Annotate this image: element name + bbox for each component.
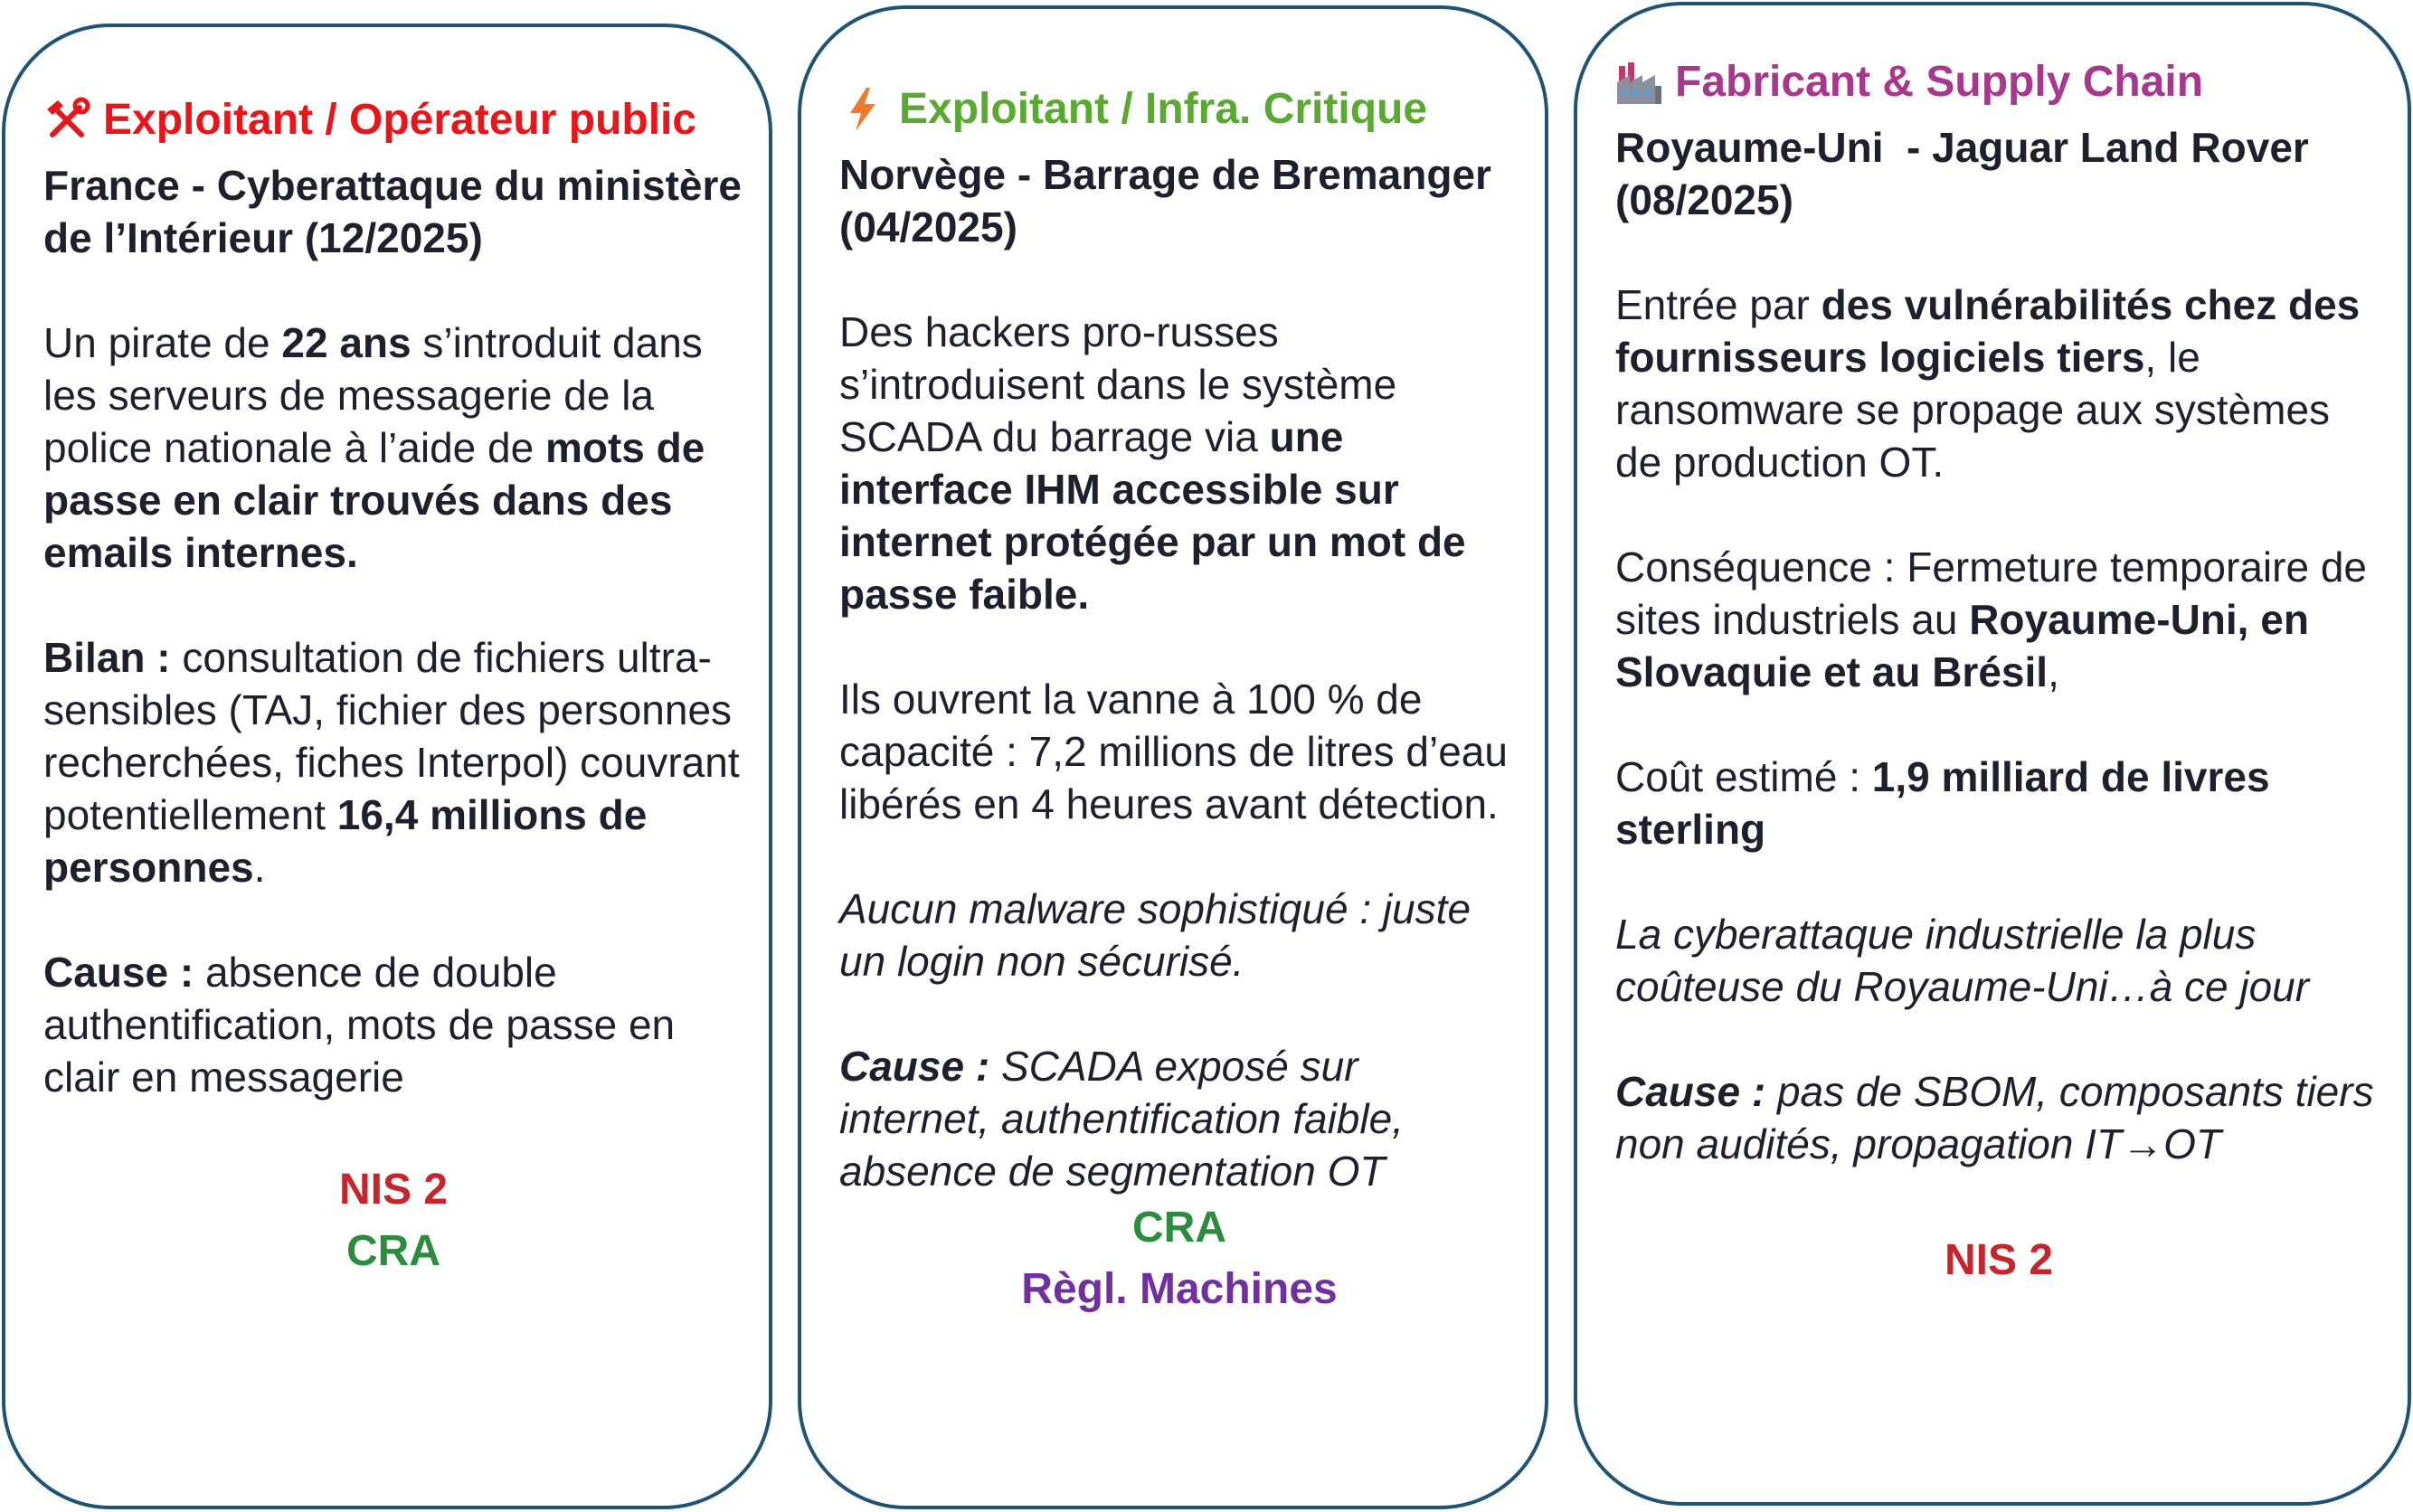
- case-description: Entrée par des vulnérabilités chez des fournisseurs logiciels tiers, le ransomware se propage aux systèmes de production OT.: [1615, 281, 2361, 486]
- regulation-cra: CRA: [346, 1227, 440, 1275]
- regulation-machines: Règl. Machines: [1021, 1265, 1338, 1313]
- case-card-uk: [1574, 2, 2411, 1506]
- regulation-list: [43, 1159, 743, 1282]
- case-cost: Coût estimé : 1,9 milliard de livres sterling: [1615, 753, 2270, 853]
- case-title: France - Cyberattaque du ministère de l’Intérieur (12/2025): [43, 162, 742, 261]
- case-remark: Aucun malware sophistiqué : juste un login non sécurisé.: [839, 885, 1471, 985]
- case-card-france: [2, 24, 772, 1509]
- case-outcome: Ils ouvrent la vanne à 100 % de capacité : 7,2 millions de litres d’eau libérés en 4 heures avant détection.: [839, 676, 1508, 827]
- case-title: Royaume-Uni - Jaguar Land Rover (08/2025): [1615, 124, 2321, 223]
- case-cause: Cause : absence de double authentification, mots de passe en clair en messagerie: [43, 949, 676, 1101]
- regulation-cra: CRA: [1132, 1204, 1226, 1252]
- card-heading: [839, 83, 1519, 136]
- regulation-nis2: NIS 2: [338, 1166, 449, 1214]
- card-heading: [1615, 56, 2382, 109]
- card-content: [43, 94, 743, 1282]
- card-heading-label: Fabricant & Supply Chain: [1675, 58, 2204, 106]
- case-consequence: Conséquence : Fermeture temporaire de sites industriels au Royaume-Uni, en Slovaquie et au Brésil,: [1615, 543, 2367, 695]
- case-description: Un pirate de 22 ans s’introduit dans les serveurs de messagerie de la police nationale à l’aide de mots de passe en clair trouvés dans des emails internes.: [43, 319, 705, 576]
- case-cause: Cause : pas de SBOM, composants tiers non audités, propagation IT→OT: [1615, 1068, 2374, 1167]
- card-heading: [43, 94, 743, 146]
- case-description: Des hackers pro-russes s’introduisent dans le système SCADA du barrage via une interface IHM accessible sur internet protégée par un mot de passe faible.: [839, 308, 1466, 618]
- case-card-norway: [798, 5, 1548, 1509]
- card-content: [839, 83, 1519, 1320]
- card-heading-label: Exploitant / Infra. Critique: [899, 85, 1428, 133]
- card-heading-label: Exploitant / Opérateur public: [103, 96, 697, 144]
- card-content: [1615, 56, 2382, 1291]
- regulation-list: [1615, 1230, 2382, 1291]
- regulation-nis2: NIS 2: [1944, 1236, 2054, 1284]
- regulation-list: [839, 1197, 1519, 1320]
- case-title: Norvège - Barrage de Bremanger (04/2025): [839, 151, 1491, 250]
- tools-icon: [43, 97, 90, 144]
- case-outcome: Bilan : consultation de fichiers ultra-sensibles (TAJ, fichier des personnes recherchées, fiches Interpol) couvrant potentiellement 16,4 millions de personnes.: [43, 634, 740, 891]
- lightning-icon: [839, 86, 886, 133]
- factory-icon: [1615, 59, 1662, 106]
- case-cause: Cause : SCADA exposé sur internet, authentification faible, absence de segmentation OT: [839, 1043, 1404, 1195]
- case-remark: La cyberattaque industrielle la plus coûteuse du Royaume-Uni…à ce jour: [1615, 911, 2310, 1010]
